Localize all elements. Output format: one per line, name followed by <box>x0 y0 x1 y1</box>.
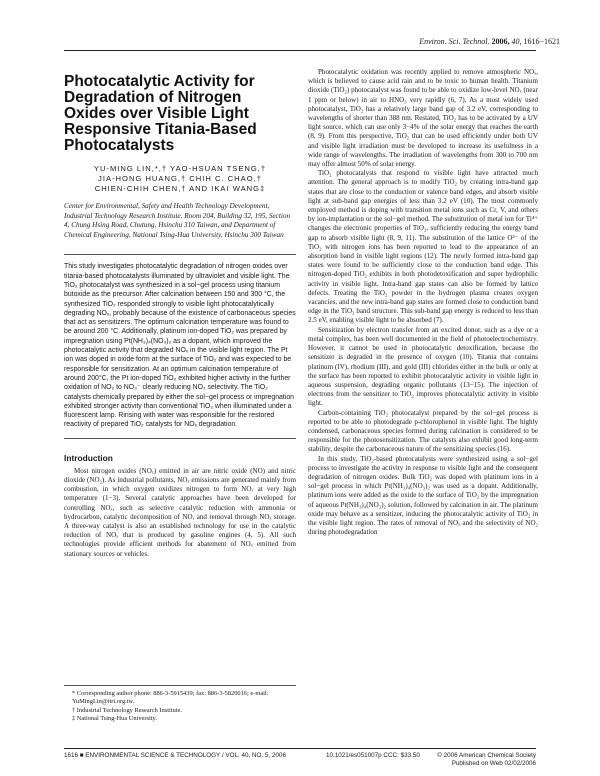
author-line: YU-MING LIN,*,† YAO-HSUAN TSENG,† <box>93 164 267 173</box>
article-title: Photocatalytic Activity for Degradation of Nitrogen Oxides over Visible Light Responsive Titania-Based Photocatalysts <box>64 73 257 154</box>
footnote-affiliation: ‡ National Tsing-Hua University. <box>72 715 157 723</box>
journal-year: 2006, <box>491 37 510 46</box>
author-list <box>64 164 296 194</box>
abstract-box <box>64 254 296 438</box>
footer-copyright <box>437 752 536 767</box>
intro-paragraph: Most nitrogen oxides (NOₓ) emitted in air are nitric oxide (NO) and nitric dioxide (NO₂). As industrial pollutants, NOₓ emissions are generated mainly from combustion, in which oxygen oxidizes nitrogen to form NOₓ at very high temperature (1−3). Several catalytic approaches have been developed for controlling NOₓ, such as selective catalytic reduction with ammonia or hydrocarbon, catalytic decomposition of NO, and removal through NOₓ storage. A three-way catalyst is also an established technology for use in the catalytic reduction of NOₓ that is produced by gasoline engines (4, 5). All such technologies provide efficient methods for abatement of NOₓ emitted from stationary sources or vehicles. <box>64 466 296 558</box>
affiliation: Center for Environmental, Safety and Health Technology Development, Industrial Technology Research Institute, Room 204, Building 32, 195, Section 4, Chung Hsing Road, Chutung, Hsinchu 310 Taiwan, and Department of Chemical Engineering, National Tsing-Hua University, Hsinchu 300 Taiwan <box>64 202 291 239</box>
abstract-text: This study investigates photocatalytic degradation of nitrogen oxides over titania-based photocatalysts illuminated by ultraviolet and visible light. The TiO₂ photocatalyst was synthesized in a sol−gel process using titanium butoxide as the precursor. After calcination between 150 and 300 °C, the synthesized TiO₂ responded strongly to visible light photocatalytically degrading NOₓ, probably because of the existence of carbonaceous species that act as sensitizers. The optimum calcination temperature was found to be around 200 °C. Additionally, platinum ion-doped TiO₂ was prepared by impregnation using Pt(NH₃)₄(NO₃)₂ as a dopant, which improved the photocatalytic activity that degraded NOₓ in the visible light region. The Pt ion was doped in oxide form at the surface of TiO₂ and was expected to be responsible for sensitization. At an optimum calcination temperature of around 200°C, the Pt ion-doped TiO₂ exhibited higher activity in the further oxidation of NO₂ to NO₃⁻ clearly reducing NO₂ selectivity. The TiO₂ catalysts chemically prepared by either the sol−gel process or impregnation exhibited stronger activity than conventional TiO₂ when illuminated under a fluorescent lamp. Rinsing with water was responsible for the restored reactivity of prepared TiO₂ catalysts for NOₓ degradation. <box>64 263 296 429</box>
body-paragraph: TiO₂ photocatalysts that respond to visible light have attracted much attention. The general approach is to modify TiO₂ by creating intra-band gap states that are close to the conduction or valence band edges, and absorb visible light at sub-band gap energies of less than 3.2 eV (10). The most commonly employed method is doping with transition metal ions such as Cr, V, and others by ion-implantation or the sol−gel method. The substitution of metal ion for Ti⁴⁺ changes the electronic properties of TiO₂, sufficiently reducing the energy band gap to absorb visible light (8, 9, 11). The substitution of the lattice O²⁻ of the TiO₂ with nitrogen ions has been reported to lead to the appearance of an absorption band in visible light regions (12). The newly formed intra-band gap states were found to be sufficiently close to the conduction band edge. This nitrogen-doped TiO₂ exhibits in both photodetoxification and super hydrophilic activity in visible light. Intra-band gap states can also be formed by lattice defects. Treating the TiO₂ powder in the hydrogen plasma creates oxygen vacancies, and the new intra-band gap states are formed close to conduction band edge in the TiO₂ band structure. This sub-band gap energy is reduced to less than 2.5 eV, enabling visible light to be absorbed (7). <box>308 169 538 325</box>
page-footer <box>64 752 536 766</box>
journal-name: Environ. Sci. Technol. <box>419 37 490 46</box>
footer-journal: 1616 ■ ENVIRONMENTAL SCIENCE & TECHNOLOGY / VOL. 40, NO. 5, 2006 <box>64 752 286 759</box>
running-header <box>419 37 560 46</box>
body-paragraph: In this study, TiO₂-based photocatalysts were synthesized using a sol−gel process to investigate the activity in response to visible light and the consequent degradation of nitrogen oxides. Bulk TiO₂ was doped with platinum ions in a sol−gel process in which Pt(NH₃)₄(NO₃)₂ was used as a dopant. Additionally, platinum ions were added as the oxide to the surface of TiO₂ by the impregnation of aqueous Pt(NH₃)₄(NO₃)₂ solution, followed by calcination in air. The platinum oxide may behave as a sensitizer, inducing the photocatalytic activity of TiO₂ in the visible light region. The rates of removal of NOₓ and the selectivity of NO₂ during photodegradation <box>308 454 538 537</box>
journal-volume: 40, <box>511 37 522 46</box>
footer-doi: 10.1021/es051007p CCC: $33.50 <box>326 752 420 759</box>
section-heading-introduction: Introduction <box>64 452 113 463</box>
footnote-corresponding: * Corresponding author phone: 886-3-5915439; fax: 886-3-5820016; e-mail: YuMingLin@itri.org.tw. <box>72 690 269 706</box>
author-line: JIA-HONG HUANG,† CHIH C. CHAO,† <box>98 174 262 183</box>
right-column <box>308 68 538 537</box>
author-line: CHIEN-CHIH CHEN,† AND IKAI WANG‡ <box>94 184 266 193</box>
body-paragraph: Photocatalytic oxidation was recently applied to remove atmospheric NOₓ, which is believed to cause acid rain and to be toxic to human health. Titanium dioxide (TiO₂) photocatalyst was found to be able to oxidize low-level NOₓ (near 1 ppm or below) in air to HNO₃ very rapidly (6, 7). As a most widely used photocatalyst, TiO₂ has a relatively large band gap of 3.2 eV, corresponding to wavelengths of shorter than 388 nm. Restated, TiO₂ has to be activated by a UV light source, which can use only 3−4% of the solar energy that reaches the earth (8, 9). From this perspective, TiO₂ that can be used efficiently under both UV and visible light irradiation must be developed to increase its usefulness in a wide range of wavelengths. The irradiation of wavelengths from 300 to 700 nm may offer almost 50% of solar energy. <box>308 68 538 169</box>
published-date: Published on Web 02/02/2006 <box>451 759 536 767</box>
footer-rule <box>64 748 536 749</box>
copyright-text: © 2006 American Chemical Society <box>437 752 536 759</box>
footnotes <box>64 685 296 724</box>
journal-pages: 1616−1621 <box>523 37 560 46</box>
footnote-affiliation: † Industrial Technology Research Institute. <box>72 706 183 714</box>
left-column <box>64 68 296 559</box>
body-paragraph: Sensitization by electron transfer from an excited donor, such as a dye or a metal complex, has been well documented in the field of photoelectrochemistry. However, it cannot be used in photocatalytic detoxification, because the sensitizer is degraded in the presence of oxygen (10). Titania that contains platinum (IV), rhodium (III), and gold (III) chlorides either in the bulk or only at the surface has been reported to exhibit photocatalytic activity in visible light in aqueous suspension, degrading organic pollutants (13−15). The injection of electrons from the sensitizer to TiO₂ improves photocatalytic activity in visible light. <box>308 325 538 408</box>
header-rule <box>64 50 536 51</box>
body-paragraph: Carbon-containing TiO₂ photocatalyst prepared by the sol−gel process is reported to be able to photodegrade p-chlorophenol in visible light. The highly condensed, carbonaceous species formed during calcination is considered to be responsible for the photosensitization. The catalysts also exhibit good long-term stability, despite the carbonaceous nature of the sensitizing species (16). <box>308 408 538 454</box>
